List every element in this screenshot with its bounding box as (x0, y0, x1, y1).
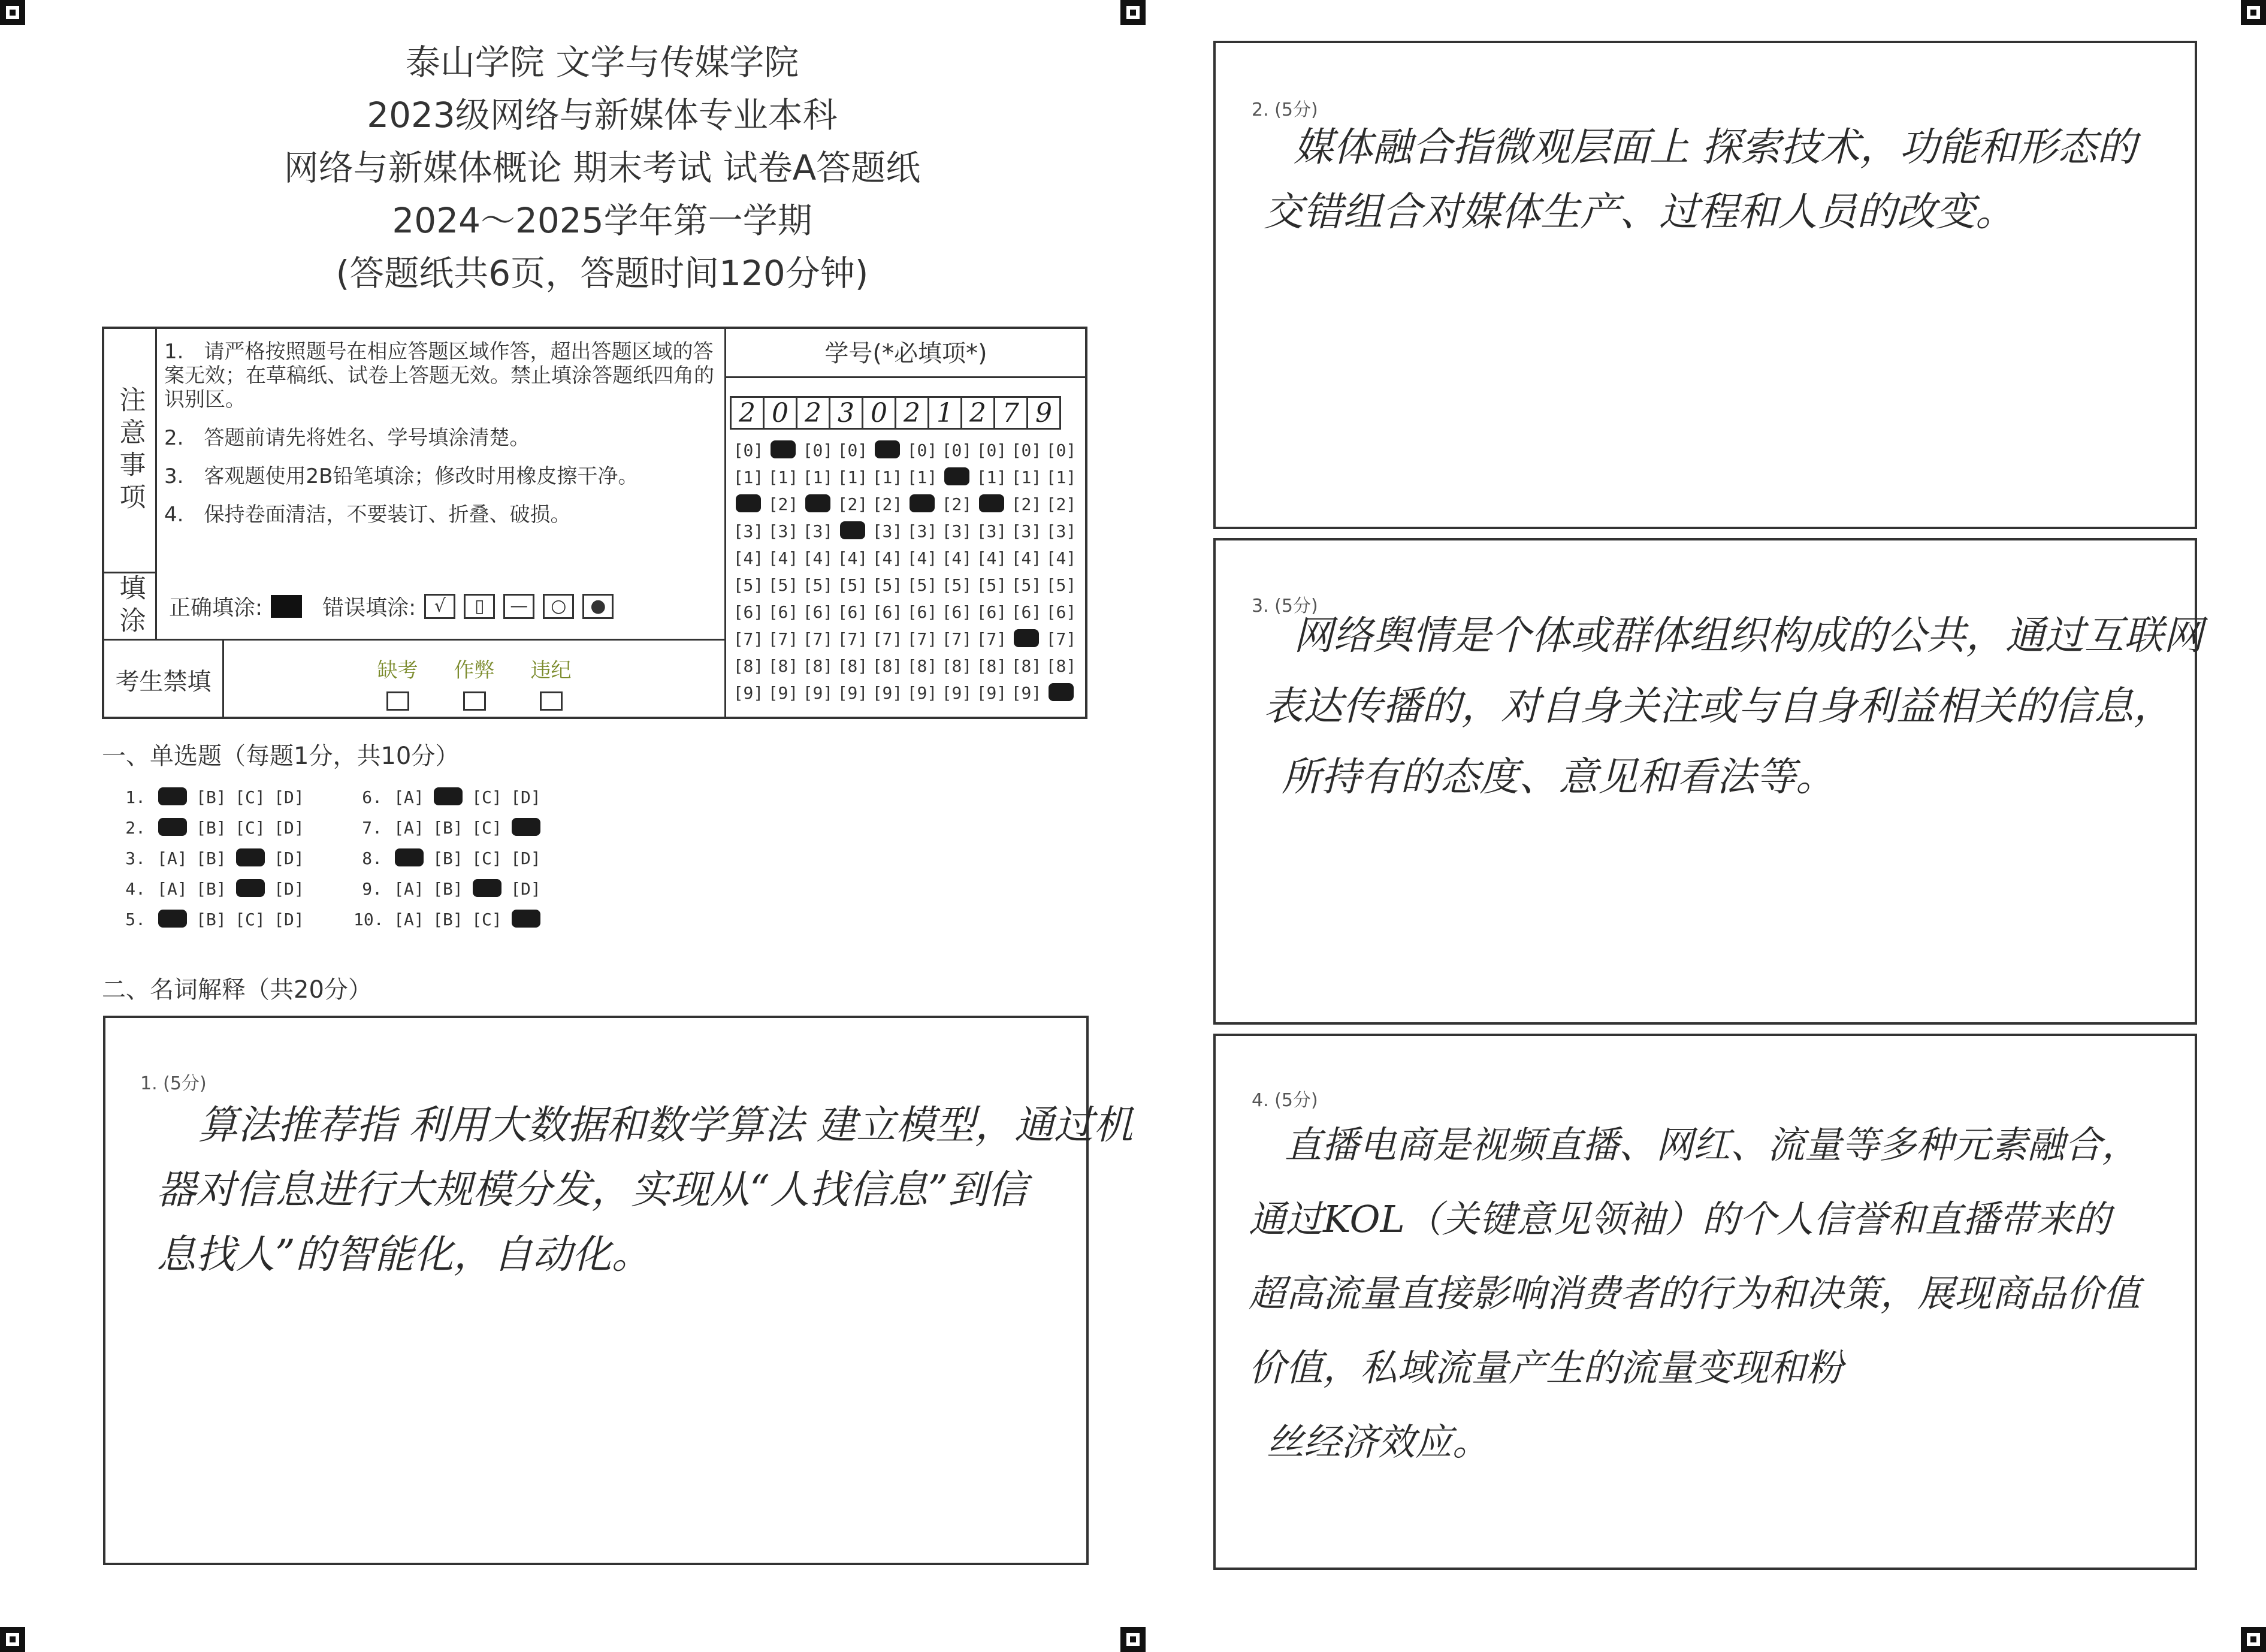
id-bubble[interactable]: [5] (768, 575, 799, 595)
bubble-row (731, 572, 1078, 599)
handwritten-answer (1264, 600, 2203, 813)
id-bubble-filled[interactable] (766, 440, 800, 460)
mc-question (117, 787, 354, 807)
id-bubble[interactable]: [4] (837, 548, 868, 568)
student-id-digit[interactable]: 9 (1026, 396, 1061, 430)
id-bubble[interactable]: [3] (733, 521, 764, 541)
mc-option[interactable]: [B] (196, 848, 226, 868)
info-table (102, 327, 1087, 719)
notice-item: 4. 保持卷面清洁，不要装订、折叠、破损。 (164, 503, 571, 527)
id-bubble[interactable]: [3] (941, 521, 972, 541)
answer-line: 算法推荐指 利用大数据和数学算法 建立模型，通过机 (198, 1102, 1133, 1148)
mc-option[interactable]: [C] (472, 910, 502, 929)
bubble-row (731, 626, 1078, 653)
student-id-title: 学号(*必填项*) (726, 329, 1086, 378)
id-bubble[interactable]: [2] (837, 494, 868, 514)
bubble-row (731, 464, 1078, 491)
answer-box-q2[interactable] (1213, 41, 2197, 529)
answer-line: 通过KOL（关键意见领袖）的个人信誉和直播带来的 (1249, 1197, 2111, 1241)
sheet-header (102, 36, 1102, 300)
mc-question-number: 3. (125, 848, 146, 868)
id-bubble-filled[interactable] (1009, 629, 1044, 649)
forbid-checkbox[interactable] (540, 691, 563, 711)
mc-question-number: 2. (125, 818, 146, 838)
forbid-checkbox[interactable] (386, 691, 409, 711)
id-bubble[interactable]: [1] (1046, 467, 1077, 487)
corner-marker-top-left (0, 0, 25, 25)
mc-question (354, 910, 590, 929)
bubble-row (731, 491, 1078, 518)
answer-box-q4[interactable] (1213, 1034, 2197, 1570)
bubble-row (731, 653, 1078, 679)
question-label: 4. (5分) (1252, 1090, 1318, 1111)
id-bubble[interactable]: [8] (872, 656, 903, 676)
student-id-digits (730, 396, 1059, 430)
id-bubble[interactable]: [4] (976, 548, 1007, 568)
id-bubble[interactable]: [2] (1011, 494, 1042, 514)
id-bubble[interactable]: [7] (976, 629, 1007, 649)
id-bubble[interactable]: [3] (1046, 521, 1077, 541)
mc-option[interactable]: [B] (196, 818, 226, 838)
id-bubble[interactable]: [6] (941, 602, 972, 622)
mc-option[interactable]: [A] (157, 879, 188, 899)
mc-option[interactable]: [B] (433, 910, 463, 929)
student-id-digit[interactable]: 3 (829, 396, 863, 430)
id-bubble[interactable]: [8] (837, 656, 868, 676)
wrong-fill-sample: ● (582, 594, 614, 619)
id-bubble[interactable]: [0] (733, 440, 764, 460)
mc-option[interactable]: [C] (472, 848, 502, 868)
id-bubble[interactable]: [9] (1011, 683, 1042, 703)
id-bubble[interactable]: [4] (1011, 548, 1042, 568)
student-id-digit[interactable]: 0 (763, 396, 797, 430)
mc-option[interactable]: [D] (274, 787, 304, 807)
mc-option-filled[interactable] (231, 879, 270, 899)
mc-option-filled[interactable] (153, 910, 192, 929)
mc-question-number: 4. (125, 879, 146, 899)
forbid-items (224, 641, 724, 719)
id-bubble[interactable]: [1] (976, 467, 1007, 487)
id-bubble[interactable]: [2] (872, 494, 903, 514)
mc-option[interactable]: [D] (510, 879, 541, 899)
id-bubble[interactable]: [5] (976, 575, 1007, 595)
id-bubble[interactable]: [5] (802, 575, 833, 595)
id-bubble[interactable]: [5] (1011, 575, 1042, 595)
forbid-checkbox[interactable] (463, 691, 486, 711)
corner-marker-bottom-left (0, 1627, 25, 1652)
id-bubble[interactable]: [8] (976, 656, 1007, 676)
section-single-choice-title: 一、单选题（每题1分，共10分） (102, 742, 460, 770)
forbid-item-cheating (454, 654, 495, 719)
mc-question (117, 848, 354, 868)
answer-line: 价值，私域流量产生的流量变现和粉 (1249, 1346, 1844, 1390)
mc-option-filled[interactable] (467, 879, 506, 899)
id-bubble[interactable]: [6] (1046, 602, 1077, 622)
handwritten-answer (1264, 115, 2137, 244)
correct-fill-sample (271, 595, 302, 618)
mc-option[interactable]: [B] (433, 879, 463, 899)
id-bubble[interactable]: [1] (837, 467, 868, 487)
id-bubble[interactable]: [0] (837, 440, 868, 460)
id-bubble[interactable]: [7] (907, 629, 938, 649)
mc-question (354, 818, 590, 838)
student-id-digit[interactable]: 2 (730, 396, 765, 430)
mc-question-number: 5. (125, 910, 146, 929)
id-bubble[interactable]: [4] (733, 548, 764, 568)
mc-option[interactable]: [C] (472, 818, 502, 838)
id-bubble[interactable]: [6] (802, 602, 833, 622)
id-bubble[interactable]: [9] (802, 683, 833, 703)
mc-question (117, 818, 354, 838)
mc-option[interactable]: [A] (394, 879, 424, 899)
mc-row (117, 782, 590, 813)
mc-option[interactable]: [C] (472, 787, 502, 807)
id-bubble[interactable]: [5] (1046, 575, 1077, 595)
single-choice-grid (117, 782, 590, 935)
answer-line: 器对信息进行大规模分发，实现从“人找信息”到信 (156, 1167, 1028, 1213)
mc-question (354, 879, 590, 899)
question-label: 2. (5分) (1252, 99, 1318, 120)
answer-box-q1[interactable] (103, 1016, 1133, 1565)
correct-fill-label: 正确填涂: (169, 596, 263, 620)
handwritten-answer (156, 1093, 1133, 1287)
id-bubble[interactable]: [2] (941, 494, 972, 514)
student-id-column (724, 329, 1086, 719)
wrong-fill-sample: ○ (543, 594, 574, 619)
mc-question-number: 7. (362, 818, 382, 838)
notice-item: 1. 请严格按照题号在相应答题区域作答，超出答题区域的答案无效；在草稿纸、试卷上答题无效。禁止填涂答题纸四角的识别区。 (164, 340, 714, 412)
mc-option[interactable]: [B] (196, 879, 226, 899)
wrong-fill-sample: √ (424, 594, 455, 619)
id-bubble[interactable]: [1] (907, 467, 938, 487)
id-bubble[interactable]: [6] (872, 602, 903, 622)
corner-marker-top-center (1120, 0, 1146, 25)
id-bubble[interactable]: [4] (802, 548, 833, 568)
id-bubble[interactable]: [8] (768, 656, 799, 676)
id-bubble-filled[interactable] (1044, 683, 1078, 703)
mc-option[interactable]: [D] (510, 848, 541, 868)
id-bubble[interactable]: [9] (837, 683, 868, 703)
mc-question-number: 10. (354, 910, 384, 929)
id-bubble-filled[interactable] (905, 494, 939, 514)
header-school: 泰山学院 文学与传媒学院 (405, 42, 799, 83)
mc-row (117, 813, 590, 843)
id-bubble[interactable]: [7] (941, 629, 972, 649)
answer-line: 直播电商是视频直播、网红、流量等多种元素融合， (1285, 1123, 2140, 1167)
id-bubble[interactable]: [5] (872, 575, 903, 595)
mc-option[interactable]: [D] (510, 787, 541, 807)
mc-option-filled[interactable] (389, 848, 428, 868)
mc-option[interactable]: [B] (433, 848, 463, 868)
corner-marker-bottom-center (1120, 1627, 1146, 1652)
id-bubble[interactable]: [0] (941, 440, 972, 460)
student-id-digit[interactable]: 2 (796, 396, 830, 430)
id-bubble[interactable]: [1] (733, 467, 764, 487)
id-bubble[interactable]: [5] (941, 575, 972, 595)
id-bubble[interactable]: [7] (768, 629, 799, 649)
id-bubble[interactable]: [2] (768, 494, 799, 514)
answer-box-q3[interactable] (1213, 538, 2203, 1025)
id-bubble[interactable]: [8] (733, 656, 764, 676)
id-bubble[interactable]: [9] (976, 683, 1007, 703)
id-bubble[interactable]: [3] (802, 521, 833, 541)
id-bubble[interactable]: [1] (768, 467, 799, 487)
forbid-item-label: 违纪 (530, 659, 572, 682)
student-id-digit[interactable]: 2 (960, 396, 995, 430)
answer-line: 交错组合对媒体生产、过程和人员的改变。 (1264, 189, 2015, 235)
id-bubble[interactable]: [8] (907, 656, 938, 676)
notice-item: 2. 答题前请先将姓名、学号填涂清楚。 (164, 426, 530, 450)
notice-item: 3. 客观题使用2B铅笔填涂；修改时用橡皮擦干净。 (164, 464, 639, 488)
mc-question (117, 879, 354, 899)
answer-line: 表达传播的，对自身关注或与自身利益相关的信息， (1264, 683, 2173, 729)
mc-option[interactable]: [B] (433, 818, 463, 838)
id-bubble-filled[interactable] (870, 440, 905, 460)
mc-row (117, 904, 590, 935)
id-bubble[interactable]: [7] (733, 629, 764, 649)
id-bubble[interactable]: [4] (1046, 548, 1077, 568)
id-bubble[interactable]: [8] (941, 656, 972, 676)
id-bubble[interactable]: [4] (768, 548, 799, 568)
corner-marker-bottom-right (2241, 1627, 2266, 1652)
wrong-fill-sample: — (503, 594, 534, 619)
mc-option[interactable]: [C] (235, 787, 265, 807)
section-term-explanation-title: 二、名词解释（共20分） (102, 976, 372, 1004)
fill-label-cell (104, 573, 157, 641)
id-bubble[interactable]: [6] (976, 602, 1007, 622)
id-bubble[interactable]: [4] (941, 548, 972, 568)
forbid-item-violation (531, 654, 572, 719)
header-term: 2024～2025学年第一学期 (392, 200, 812, 241)
id-bubble[interactable]: [9] (872, 683, 903, 703)
mc-question-number: 1. (125, 787, 146, 807)
mc-option[interactable]: [B] (196, 910, 226, 929)
answer-line: 网络舆情是个体或群体组织构成的公共，通过互联网 (1294, 612, 2203, 659)
id-bubble[interactable]: [7] (802, 629, 833, 649)
mc-option[interactable]: [D] (274, 879, 304, 899)
student-id-digit[interactable]: 7 (993, 396, 1028, 430)
mc-option[interactable]: [D] (274, 818, 304, 838)
id-bubble[interactable]: [1] (802, 467, 833, 487)
fill-label: 填涂 (114, 573, 146, 639)
mc-option[interactable]: [A] (394, 787, 424, 807)
id-bubble[interactable]: [0] (907, 440, 938, 460)
mc-question (354, 787, 590, 807)
id-bubble[interactable]: [3] (976, 521, 1007, 541)
id-bubble[interactable]: [0] (1046, 440, 1077, 460)
mc-option-filled[interactable] (231, 848, 270, 868)
id-bubble[interactable]: [0] (976, 440, 1007, 460)
id-bubble[interactable]: [9] (941, 683, 972, 703)
answer-line: 丝经济效应。 (1267, 1420, 1490, 1464)
mc-question-number: 6. (362, 787, 382, 807)
id-bubble[interactable]: [3] (907, 521, 938, 541)
id-bubble[interactable]: [1] (872, 467, 903, 487)
wrong-fill-label: 错误填涂: (322, 596, 416, 620)
id-bubble[interactable]: [7] (872, 629, 903, 649)
mc-option[interactable]: [C] (235, 910, 265, 929)
bubble-row (731, 545, 1078, 572)
id-bubble[interactable]: [5] (733, 575, 764, 595)
forbid-item-label: 作弊 (454, 659, 495, 682)
id-bubble[interactable]: [0] (1011, 440, 1042, 460)
header-note: (答题纸共6页，答题时间120分钟) (336, 253, 869, 294)
handwritten-answer (1249, 1108, 2140, 1479)
id-bubble[interactable]: [8] (1046, 656, 1077, 676)
id-bubble[interactable]: [4] (907, 548, 938, 568)
id-bubble[interactable]: [6] (768, 602, 799, 622)
id-bubble[interactable]: [9] (768, 683, 799, 703)
answer-line: 超高流量直接影响消费者的行为和决策，展现商品价值 (1249, 1272, 2141, 1315)
mc-row (117, 874, 590, 904)
mc-option-filled[interactable] (506, 818, 545, 838)
id-bubble[interactable]: [6] (733, 602, 764, 622)
answer-line: 所持有的态度、意见和看法等。 (1282, 754, 1835, 800)
forbid-item-absent (377, 654, 418, 719)
bubble-row (731, 518, 1078, 545)
mc-option[interactable]: [C] (235, 818, 265, 838)
bubble-row (731, 599, 1078, 626)
mc-option-filled[interactable] (153, 818, 192, 838)
id-bubble-filled[interactable] (939, 467, 974, 487)
mc-question-number: 8. (362, 848, 382, 868)
id-bubble[interactable]: [6] (837, 602, 868, 622)
id-bubble[interactable]: [3] (1011, 521, 1042, 541)
id-bubble[interactable]: [3] (872, 521, 903, 541)
id-bubble[interactable]: [8] (1011, 656, 1042, 676)
id-bubble-filled[interactable] (835, 521, 870, 541)
bubble-row (731, 437, 1078, 464)
header-exam: 网络与新媒体概论 期末考试 试卷A答题纸 (283, 147, 921, 188)
mc-option-filled[interactable] (428, 787, 467, 807)
mc-question (117, 910, 354, 929)
id-bubble[interactable]: [7] (1046, 629, 1077, 649)
forbid-item-label: 缺考 (377, 659, 418, 682)
id-bubble[interactable]: [5] (907, 575, 938, 595)
id-bubble[interactable]: [9] (907, 683, 938, 703)
fill-example-row (157, 573, 724, 641)
id-bubble[interactable]: [6] (1011, 602, 1042, 622)
corner-marker-top-right (2241, 0, 2266, 25)
student-id-digit[interactable]: 2 (895, 396, 929, 430)
mc-option-filled[interactable] (153, 787, 192, 807)
mc-option[interactable]: [A] (157, 848, 188, 868)
mc-row (117, 843, 590, 874)
mc-option[interactable]: [D] (274, 848, 304, 868)
id-bubble[interactable]: [9] (733, 683, 764, 703)
mc-option[interactable]: [D] (274, 910, 304, 929)
student-id-digit[interactable]: 1 (927, 396, 962, 430)
mc-question-number: 9. (362, 879, 382, 899)
id-bubble[interactable]: [8] (802, 656, 833, 676)
mc-option-filled[interactable] (506, 910, 545, 929)
answer-line: 息找人”的智能化，自动化。 (156, 1231, 651, 1277)
id-bubble[interactable]: [1] (1011, 467, 1042, 487)
id-bubble[interactable]: [2] (1046, 494, 1077, 514)
id-bubble[interactable]: [6] (907, 602, 938, 622)
id-bubble[interactable]: [3] (768, 521, 799, 541)
student-id-digit[interactable]: 0 (862, 396, 896, 430)
question-label: 1. (5分) (140, 1073, 207, 1094)
id-bubble[interactable]: [0] (802, 440, 833, 460)
mc-option[interactable]: [A] (394, 910, 424, 929)
notice-label-cell (104, 329, 157, 573)
wrong-fill-sample: ▯ (464, 594, 495, 619)
forbid-label-cell (104, 641, 224, 719)
bubble-row (731, 679, 1078, 706)
id-bubble-filled[interactable] (731, 494, 766, 514)
id-bubble[interactable]: [5] (837, 575, 868, 595)
student-id-bubble-grid (731, 437, 1078, 706)
id-bubble-filled[interactable] (800, 494, 835, 514)
id-bubble[interactable]: [4] (872, 548, 903, 568)
answer-line: 媒体融合指微观层面上 探索技术，功能和形态的 (1294, 124, 2137, 170)
id-bubble-filled[interactable] (974, 494, 1009, 514)
forbid-label: 考生禁填 (115, 668, 212, 696)
header-major: 2023级网络与新媒体专业本科 (367, 95, 838, 135)
notice-list (164, 340, 724, 541)
mc-option[interactable]: [A] (394, 818, 424, 838)
notice-label: 注意事项 (114, 385, 146, 515)
id-bubble[interactable]: [7] (837, 629, 868, 649)
mc-question (354, 848, 590, 868)
mc-option[interactable]: [B] (196, 787, 226, 807)
question-label: 3. (5分) (1252, 596, 1318, 617)
